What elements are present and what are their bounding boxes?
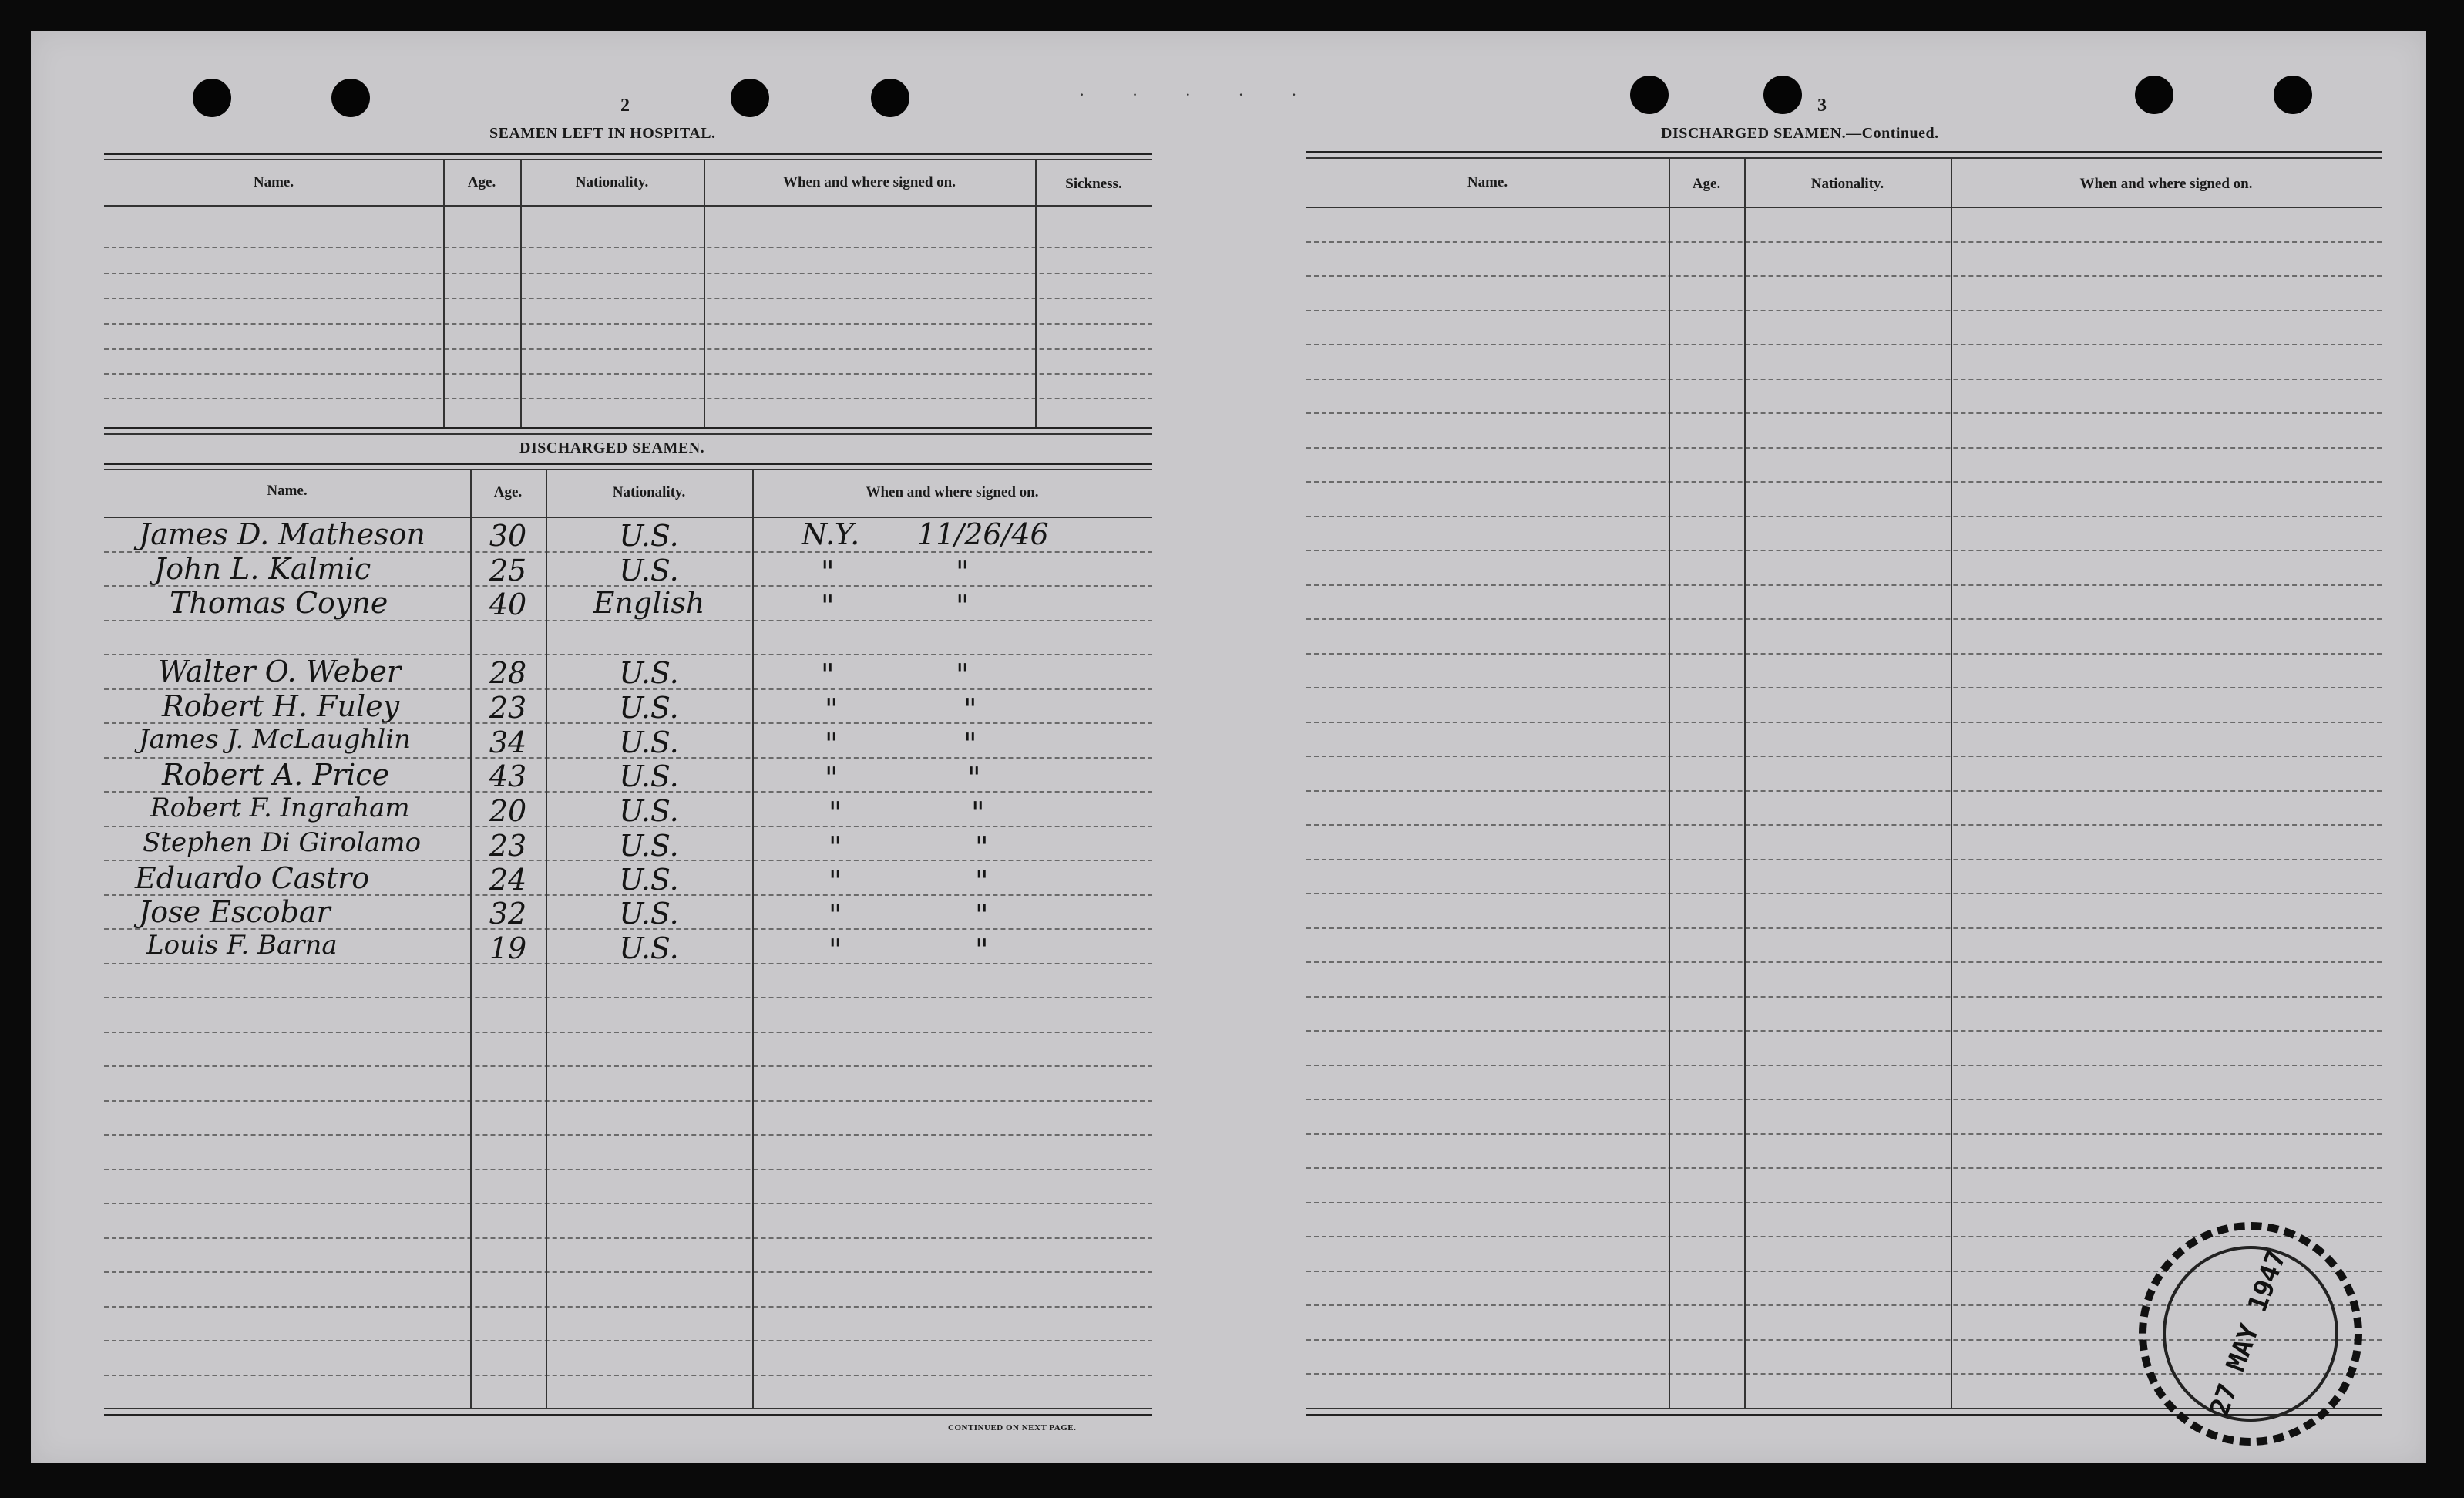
signed-on-date: " bbox=[956, 555, 970, 589]
signed-on-date: " bbox=[967, 761, 981, 795]
seaman-name: Walter O. Weber bbox=[158, 655, 402, 688]
rule bbox=[104, 1414, 1152, 1416]
seaman-nationality: U.S. bbox=[619, 725, 679, 759]
col-divider bbox=[443, 159, 445, 429]
seaman-age: 23 bbox=[489, 829, 527, 863]
signed-on-date: " bbox=[963, 692, 977, 726]
seaman-age: 25 bbox=[489, 554, 527, 587]
seaman-name: Eduardo Castro bbox=[135, 861, 370, 895]
seaman-name: John L. Kalmic bbox=[154, 552, 371, 586]
signed-on-place: " bbox=[821, 555, 835, 589]
date-stamp bbox=[2135, 1218, 2366, 1449]
punch-hole bbox=[871, 79, 909, 117]
col-divider bbox=[1035, 159, 1037, 429]
seaman-name: Robert F. Ingraham bbox=[150, 793, 410, 823]
stamp-date: 27 MAY 1947 bbox=[2203, 1246, 2293, 1420]
seaman-age: 28 bbox=[489, 656, 527, 690]
row-rule bbox=[104, 1237, 1152, 1239]
row-rule bbox=[1306, 687, 2382, 688]
rule bbox=[104, 159, 1152, 160]
signed-on-place: " bbox=[825, 727, 839, 761]
right-col-nationality: Nationality. bbox=[1810, 176, 1884, 192]
row-rule bbox=[1306, 550, 2382, 551]
punch-hole bbox=[1763, 76, 1802, 114]
col-divider bbox=[1744, 157, 1746, 1408]
rule bbox=[104, 153, 1152, 155]
seaman-age: 34 bbox=[489, 725, 527, 759]
seaman-age: 23 bbox=[489, 691, 527, 725]
signed-on-date: 11/26/46 bbox=[917, 517, 1049, 551]
row-rule bbox=[1306, 1133, 2382, 1135]
right-rows bbox=[1306, 207, 2382, 1394]
row-rule bbox=[1306, 584, 2382, 586]
row-rule bbox=[1306, 481, 2382, 483]
discharged-col-nationality: Nationality. bbox=[612, 484, 686, 500]
seaman-age: 19 bbox=[489, 931, 527, 965]
row-rule bbox=[1306, 824, 2382, 826]
page-number-right: 3 bbox=[1817, 96, 1827, 116]
signed-on-date: " bbox=[975, 830, 989, 864]
seaman-age: 32 bbox=[489, 897, 527, 931]
signed-on-date: " bbox=[975, 864, 989, 898]
row-rule bbox=[104, 1271, 1152, 1273]
row-rule bbox=[104, 997, 1152, 998]
seaman-age: 43 bbox=[489, 759, 527, 793]
seaman-nationality: U.S. bbox=[619, 554, 679, 587]
row-rule bbox=[104, 1032, 1152, 1033]
row-rule bbox=[1306, 1167, 2382, 1169]
row-rule bbox=[1306, 310, 2382, 311]
rule bbox=[104, 1408, 1152, 1409]
signed-on-place: " bbox=[829, 830, 842, 864]
signed-on-place: " bbox=[821, 658, 835, 692]
row-rule bbox=[1306, 1030, 2382, 1032]
punch-hole bbox=[731, 79, 769, 117]
col-divider bbox=[704, 159, 705, 429]
row-rule bbox=[1306, 927, 2382, 929]
right-col-when-where: When and where signed on. bbox=[2079, 176, 2253, 192]
row-rule bbox=[1306, 1065, 2382, 1066]
seaman-nationality: U.S. bbox=[619, 829, 679, 863]
row-rule bbox=[1306, 275, 2382, 277]
seaman-nationality: U.S. bbox=[619, 863, 679, 897]
seaman-name: Jose Escobar bbox=[139, 895, 331, 929]
row-rule bbox=[1306, 344, 2382, 345]
signed-on-place: " bbox=[821, 589, 835, 623]
rule bbox=[1306, 151, 2382, 153]
discharged-section-title: DISCHARGED SEAMEN. bbox=[519, 439, 705, 456]
seaman-age: 40 bbox=[489, 587, 527, 621]
continued-footer: CONTINUED ON NEXT PAGE. bbox=[948, 1423, 1077, 1432]
hospital-section-title: SEAMEN LEFT IN HOSPITAL. bbox=[489, 125, 716, 142]
signed-on-date: " bbox=[963, 727, 977, 761]
col-divider bbox=[520, 159, 522, 429]
rule bbox=[104, 463, 1152, 465]
fold-marks: · · · · · bbox=[1079, 85, 1319, 104]
row-rule bbox=[1306, 961, 2382, 963]
seaman-name: Stephen Di Girolamo bbox=[143, 827, 422, 858]
signed-on-place: " bbox=[825, 692, 839, 726]
row-rule bbox=[1306, 756, 2382, 757]
signed-on-place: " bbox=[829, 898, 842, 932]
row-rule bbox=[104, 1065, 1152, 1067]
discharged-col-age: Age. bbox=[493, 484, 523, 500]
row-rule bbox=[104, 1375, 1152, 1376]
seaman-nationality: U.S. bbox=[619, 656, 679, 690]
seaman-nationality: U.S. bbox=[619, 691, 679, 725]
row-rule bbox=[1306, 893, 2382, 894]
signed-on-date: " bbox=[956, 589, 970, 623]
right-section-title: DISCHARGED SEAMEN.—Continued. bbox=[1661, 125, 1939, 142]
punch-hole bbox=[1630, 76, 1669, 114]
seaman-nationality: U.S. bbox=[619, 759, 679, 793]
row-rule bbox=[1306, 412, 2382, 414]
signed-on-date: " bbox=[971, 796, 985, 830]
right-col-name: Name. bbox=[1467, 174, 1508, 190]
page-number-left: 2 bbox=[620, 96, 630, 116]
seaman-name: James J. McLaughlin bbox=[139, 724, 412, 755]
seaman-name: Louis F. Barna bbox=[146, 930, 338, 961]
row-rule bbox=[104, 1100, 1152, 1102]
row-rule bbox=[104, 1134, 1152, 1136]
row-rule bbox=[1306, 1099, 2382, 1100]
row-rule bbox=[1306, 1202, 2382, 1203]
seaman-name: Robert A. Price bbox=[162, 758, 390, 792]
row-rule bbox=[104, 1306, 1152, 1308]
discharged-col-when-where: When and where signed on. bbox=[866, 484, 1039, 500]
row-rule bbox=[1306, 241, 2382, 243]
punch-hole bbox=[2274, 76, 2312, 114]
row-rule bbox=[104, 1340, 1152, 1341]
row-rule bbox=[104, 1203, 1152, 1204]
seaman-nationality: U.S. bbox=[619, 794, 679, 828]
punch-hole bbox=[2135, 76, 2173, 114]
signed-on-date: " bbox=[956, 658, 970, 692]
seaman-age: 20 bbox=[489, 794, 527, 828]
seaman-name: James D. Matheson bbox=[139, 517, 425, 551]
seaman-nationality: U.S. bbox=[619, 897, 679, 931]
document-sheet bbox=[31, 31, 2426, 1463]
seaman-nationality: U.S. bbox=[619, 931, 679, 965]
col-divider bbox=[1951, 157, 1952, 1408]
seaman-nationality: U.S. bbox=[619, 519, 679, 553]
seaman-age: 30 bbox=[489, 519, 527, 553]
row-rule bbox=[1306, 653, 2382, 655]
row-rule bbox=[1306, 859, 2382, 860]
punch-hole bbox=[331, 79, 370, 117]
hospital-col-nationality: Nationality. bbox=[575, 174, 649, 190]
seaman-age: 24 bbox=[489, 863, 527, 897]
seaman-name: Thomas Coyne bbox=[170, 586, 388, 620]
hospital-col-name: Name. bbox=[253, 174, 294, 190]
row-rule bbox=[1306, 379, 2382, 380]
signed-on-place: N.Y. bbox=[802, 517, 860, 551]
row-rule bbox=[1306, 722, 2382, 723]
signed-on-place: " bbox=[825, 761, 839, 795]
seaman-nationality: English bbox=[593, 586, 705, 620]
row-rule bbox=[1306, 790, 2382, 792]
hospital-col-sickness: Sickness. bbox=[1065, 176, 1122, 192]
col-divider bbox=[1669, 157, 1670, 1408]
signed-on-place: " bbox=[829, 796, 842, 830]
row-rule bbox=[1306, 447, 2382, 449]
signed-on-date: " bbox=[975, 898, 989, 932]
signed-on-place: " bbox=[829, 864, 842, 898]
row-rule bbox=[1306, 516, 2382, 517]
hospital-rows bbox=[104, 205, 1152, 429]
punch-hole bbox=[193, 79, 231, 117]
signed-on-date: " bbox=[975, 933, 989, 967]
signed-on-place: " bbox=[829, 933, 842, 967]
row-rule bbox=[1306, 618, 2382, 620]
hospital-col-when-where: When and where signed on. bbox=[782, 174, 956, 190]
seaman-name: Robert H. Fuley bbox=[162, 689, 400, 723]
row-rule bbox=[1306, 996, 2382, 998]
hospital-col-age: Age. bbox=[467, 174, 496, 190]
rule bbox=[104, 433, 1152, 435]
row-rule bbox=[104, 1169, 1152, 1170]
col-divider bbox=[752, 469, 754, 1409]
discharged-col-name: Name. bbox=[267, 483, 308, 499]
rule bbox=[104, 469, 1152, 470]
rule bbox=[1306, 157, 2382, 159]
rule bbox=[104, 427, 1152, 429]
right-col-age: Age. bbox=[1692, 176, 1721, 192]
